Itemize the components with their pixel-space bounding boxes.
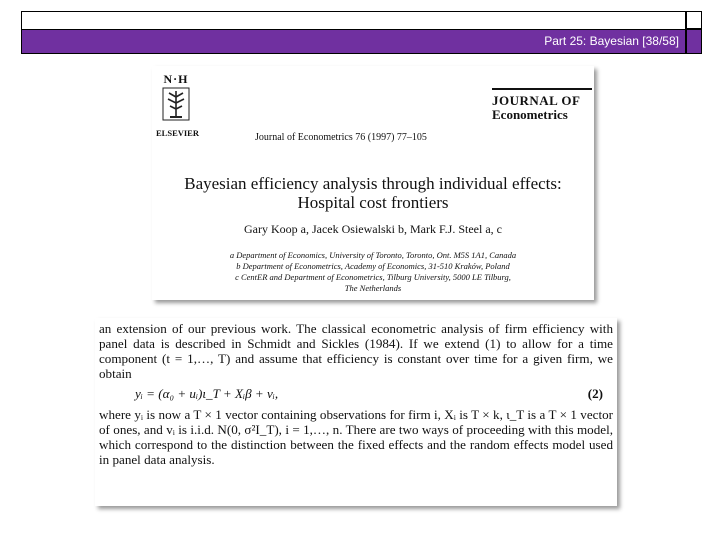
journal-logo: [492, 88, 592, 123]
affiliation-c: c CentER and Department of Econometrics, Tilburg University, 5000 LE Tilburg,: [235, 272, 511, 282]
slide-title: Part 25: Bayesian [38/58]: [21, 29, 686, 54]
paper-body-excerpt: [95, 318, 617, 506]
publisher-logo: [156, 72, 199, 138]
tree-emblem-icon: [162, 87, 190, 121]
affiliation-a: a Department of Economics, University of Toronto, Toronto, Ont. M5S 1A1, Canada: [229, 250, 517, 260]
paper-title-line2: Hospital cost frontiers: [297, 193, 449, 212]
slide-top-bar: [21, 11, 686, 29]
journal-name-line2: Econometrics: [492, 107, 568, 122]
publisher-name: ELSEVIER: [156, 128, 199, 138]
paper-title: [152, 174, 594, 212]
publisher-mark: N·H: [163, 72, 189, 86]
paper-authors: Gary Koop a, Jacek Osiewalski b, Mark F.J. Steel a, c: [244, 222, 502, 236]
equation-2: [99, 383, 613, 405]
slide-corner-box-top: [686, 11, 702, 29]
journal-reference: Journal of Econometrics 76 (1997) 77–105: [255, 132, 427, 143]
affiliation-b: b Department of Econometrics, Academy of Economics, 31-510 Kraków, Poland: [236, 261, 510, 271]
body-paragraph-1: an extension of our previous work. The classical econometric analysis of firm efficiency with panel data is described in Schmidt and Sickles (1984). If we extend (1) to allow for a time component (t = 1,…, T) and assume that efficiency is constant over time for a given firm, we obtain: [99, 321, 613, 381]
paper-header-image: [152, 66, 594, 300]
equation-expression: yᵢ = (α₀ + uᵢ)ι_T + Xᵢβ + vᵢ,: [135, 386, 279, 401]
body-paragraph-2: where yᵢ is now a T × 1 vector containing observations for firm i, Xᵢ is T × k, ι_T is a T × 1 vector of ones, and vᵢ is i.i.d. N(0, σ²I_T), i = 1,…, n. There are two ways of proceeding with this model, which correspond to the distinction between the fixed effects and the random effects model used in panel data analysis.: [99, 407, 613, 467]
journal-name-line1: JOURNAL OF: [492, 93, 581, 108]
affiliation-c-cont: The Netherlands: [344, 283, 402, 293]
slide-corner-box-bottom: [686, 29, 702, 54]
equation-number: (2): [587, 386, 603, 401]
paper-title-line1: Bayesian efficiency analysis through individual effects:: [184, 174, 562, 193]
